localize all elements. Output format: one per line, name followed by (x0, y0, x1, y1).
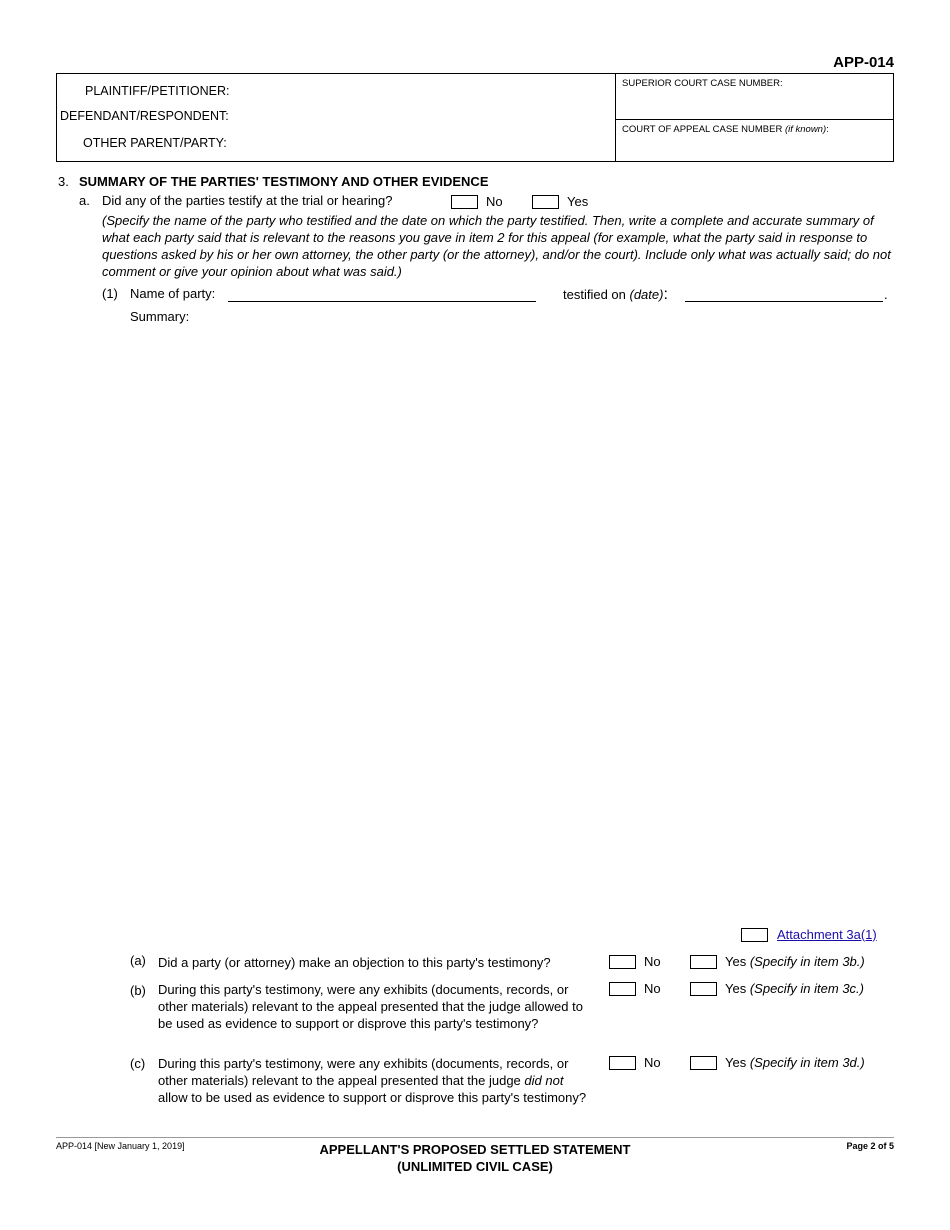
attachment-checkbox[interactable] (741, 928, 768, 942)
section-number: 3. (58, 174, 69, 189)
testified-date-field[interactable] (685, 301, 883, 302)
footer-title (250, 1141, 700, 1175)
question-b-no-checkbox[interactable] (609, 982, 636, 996)
form-id: APP-014 (833, 54, 894, 71)
appeal-case-cell[interactable] (616, 120, 893, 161)
summary-textarea[interactable] (130, 328, 890, 920)
case-caption-box (56, 73, 894, 162)
question-c-no-label: No (644, 1055, 661, 1070)
footer-title-line2: (UNLIMITED CIVIL CASE) (397, 1159, 553, 1174)
footer-revision: APP-014 [New January 1, 2019] (56, 1141, 185, 1151)
footer-divider (56, 1137, 894, 1138)
other-party-label: OTHER PARENT/PARTY: (83, 136, 227, 150)
summary-label: Summary: (130, 309, 190, 324)
name-of-party-field[interactable] (228, 301, 536, 302)
testify-no-label: No (486, 194, 503, 209)
name-of-party-label: Name of party: (130, 286, 216, 301)
entry-number: (1) (102, 286, 118, 301)
question-c-yes-checkbox[interactable] (690, 1056, 717, 1070)
superior-case-cell[interactable] (616, 74, 893, 120)
question-a-yes-checkbox[interactable] (690, 955, 717, 969)
question-c-no-checkbox[interactable] (609, 1056, 636, 1070)
item-a-question: Did any of the parties testify at the trial or hearing? (102, 193, 393, 208)
question-b-text: During this party's testimony, were any exhibits (documents, records, or other materials) relevant to the appeal presented that the judge allowed to be used as evidence to support or disprove this party's testimony? (158, 982, 583, 1031)
question-b-letter: (b) (130, 983, 146, 998)
item-a-letter: a. (79, 193, 90, 208)
page-number: Page 2 of 5 (846, 1141, 894, 1151)
plaintiff-label: PLAINTIFF/PETITIONER: (85, 84, 230, 98)
instructions-text: (Specify the name of the party who testified and the date on which the party testified. Then, write a complete and accurate summary of what each party said that is relevant to the reasons you gave in item 2 for this appeal (for example, what the party said in response to questions asked by his or her own attorney, the other party (or the attorney), and/or the court). Include only what was actually said; do not comment or give your opinion about what was said.) (102, 213, 891, 279)
date-period: . (884, 287, 888, 302)
testify-yes-label: Yes (567, 194, 589, 209)
question-a-no-checkbox[interactable] (609, 955, 636, 969)
testified-on-label: testified on (date): (563, 286, 668, 303)
section-title: SUMMARY OF THE PARTIES' TESTIMONY AND OTHER EVIDENCE (79, 174, 489, 189)
question-c-yes-label: Yes (Specify in item 3d.) (725, 1055, 865, 1070)
testify-yes-checkbox[interactable] (532, 195, 559, 209)
testify-no-checkbox[interactable] (451, 195, 478, 209)
attachment-link[interactable]: Attachment 3a(1) (777, 927, 877, 942)
party-names-panel (57, 74, 616, 161)
question-b-no-label: No (644, 981, 661, 996)
question-c-text: During this party's testimony, were any exhibits (documents, records, or other materials) relevant to the appeal presented that the judge did not allow to be used as evidence to support or disprove this party's testimony? (158, 1056, 587, 1105)
question-a-yes-label: Yes (Specify in item 3b.) (725, 954, 865, 969)
question-c-letter: (c) (130, 1056, 146, 1071)
question-a-letter: (a) (130, 953, 146, 968)
question-a-no-label: No (644, 954, 661, 969)
question-b-yes-label: Yes (Specify in item 3c.) (725, 981, 864, 996)
footer-title-line1: APPELLANT'S PROPOSED SETTLED STATEMENT (319, 1142, 631, 1157)
appeal-case-label: COURT OF APPEAL CASE NUMBER (if known): (622, 124, 829, 135)
superior-case-label: SUPERIOR COURT CASE NUMBER: (622, 78, 783, 89)
question-a-text: Did a party (or attorney) make an objection to this party's testimony? (158, 955, 551, 970)
defendant-label: DEFENDANT/RESPONDENT: (60, 109, 229, 123)
question-b-yes-checkbox[interactable] (690, 982, 717, 996)
